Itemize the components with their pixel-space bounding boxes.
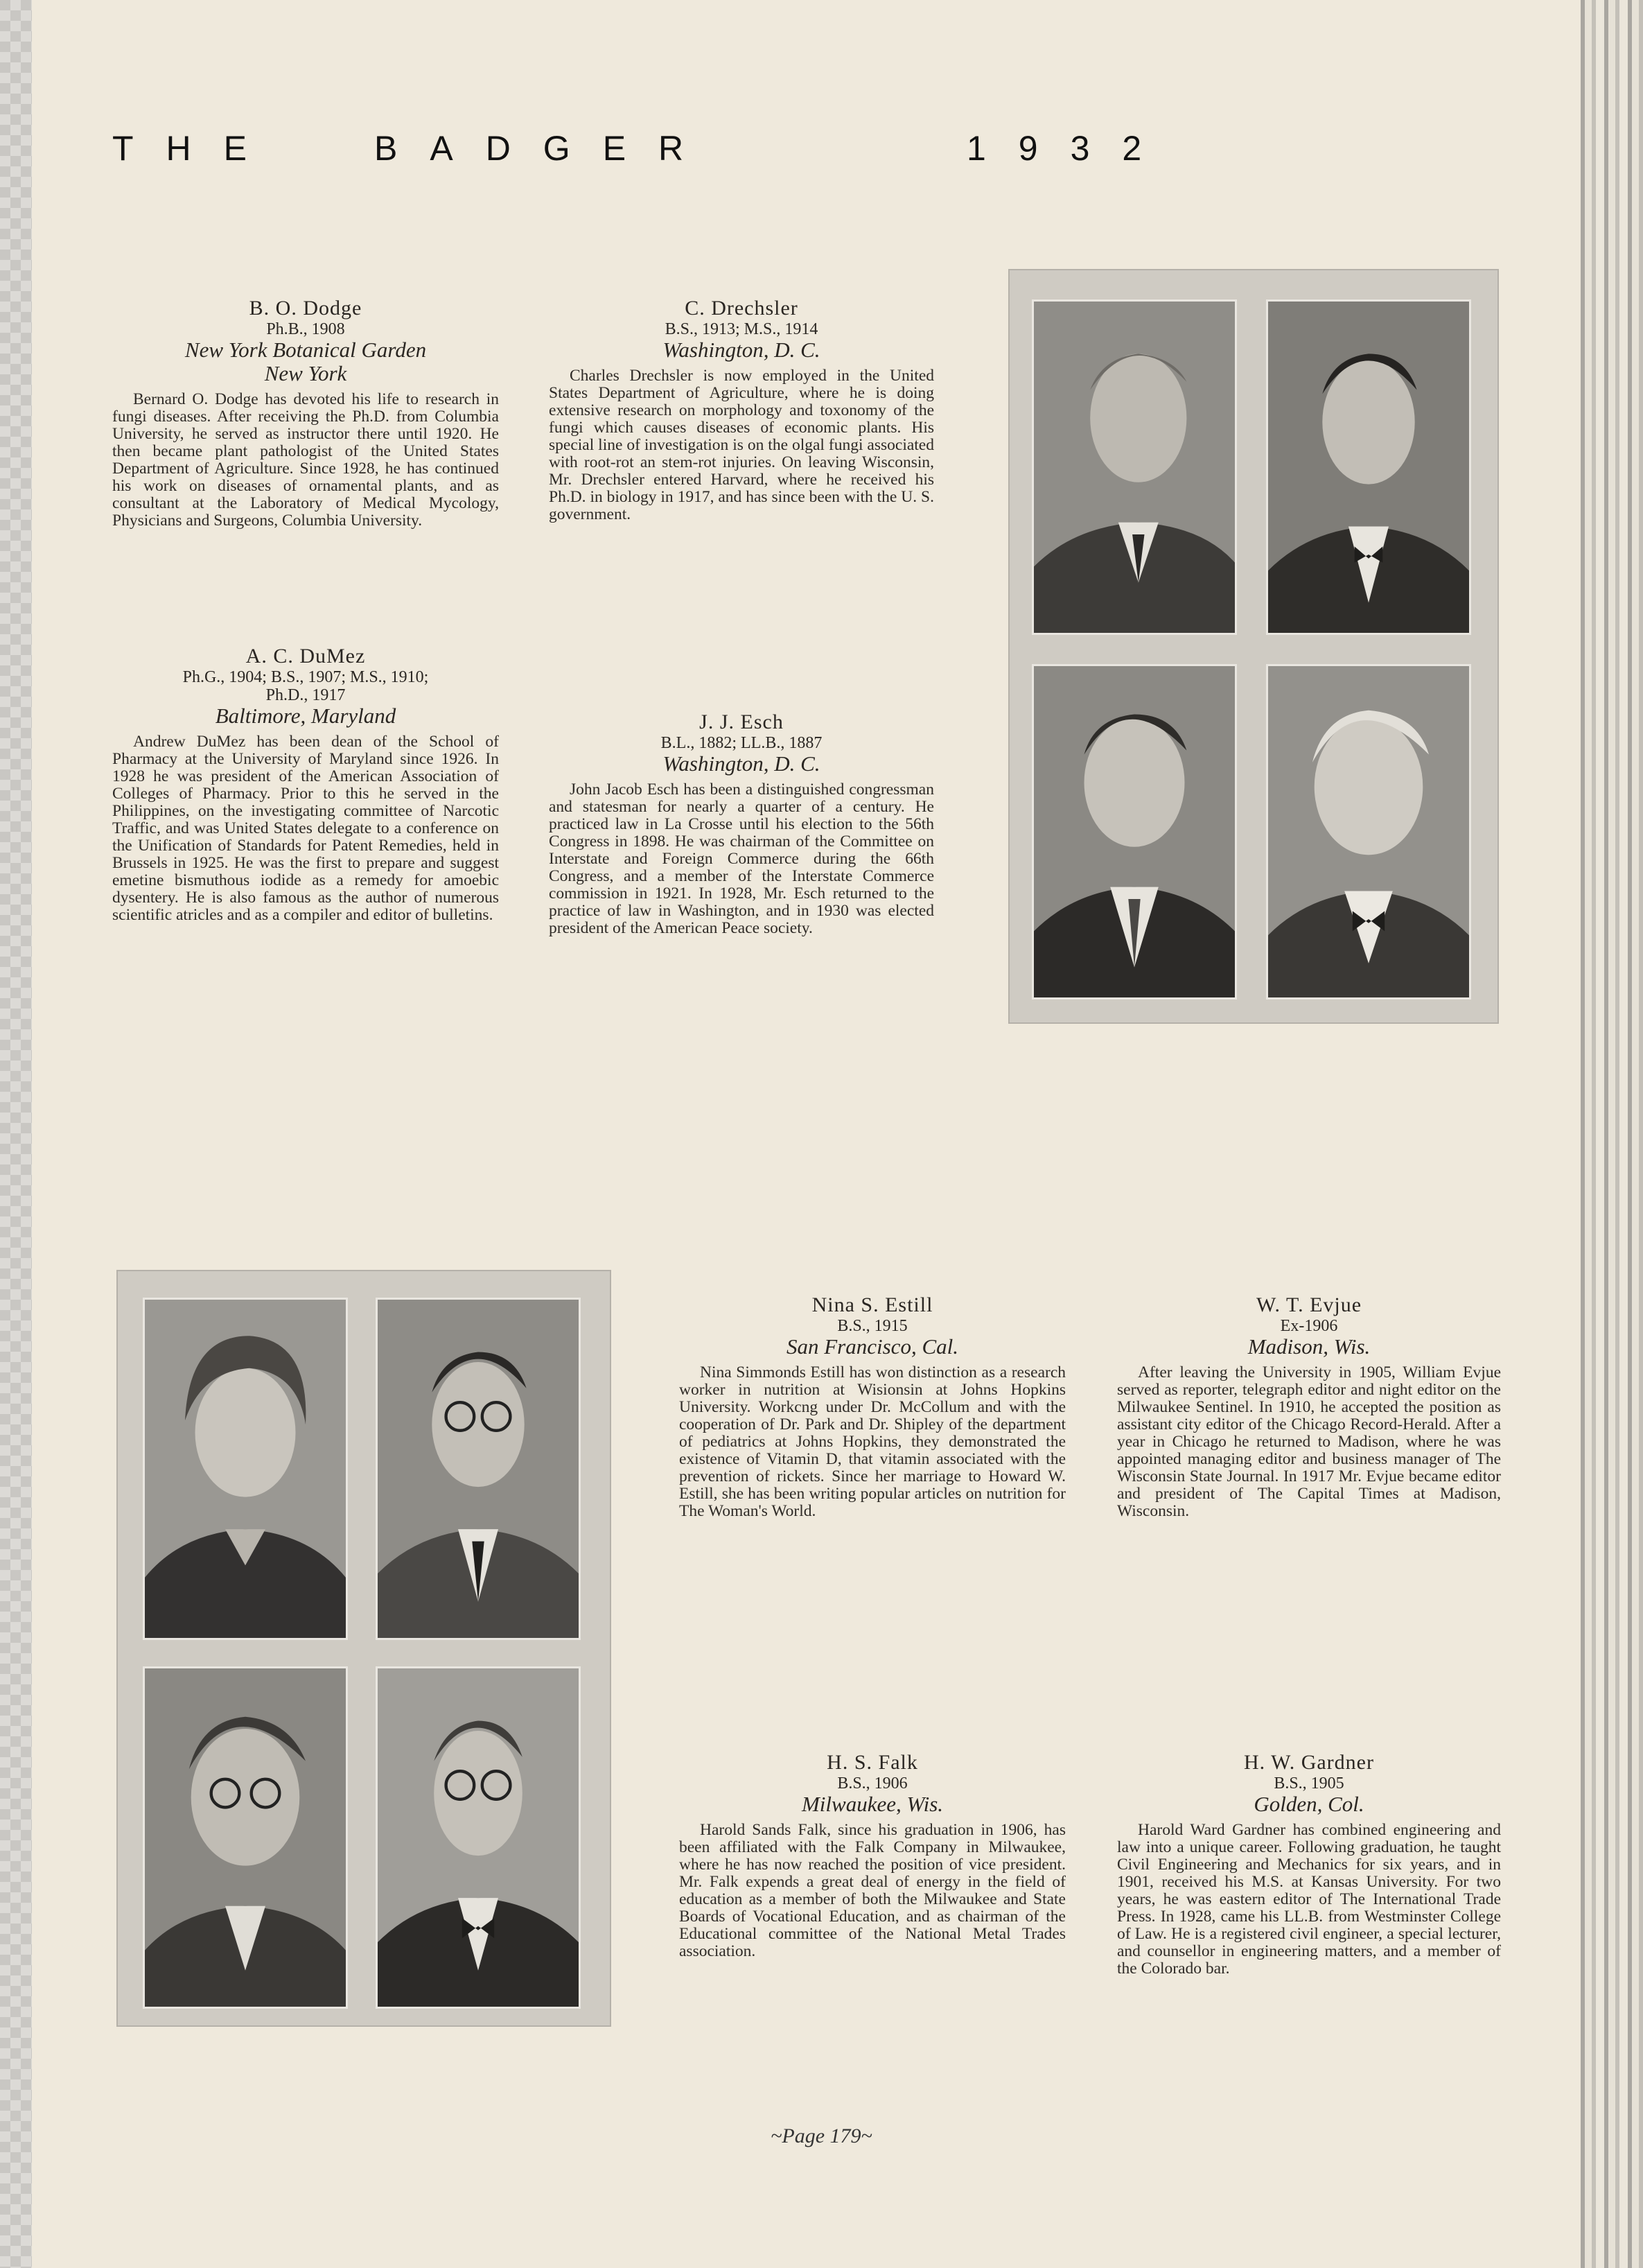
entry-degrees: B.S., 1915 <box>837 1317 908 1335</box>
entry-biography: Nina Simmonds Estill has won distinction as a research worker in nutrition at Wisionsin at Johns Hopkins University. Workcng under Dr. McCollum and with the cooperation of Dr. Park and Dr. Shipley of the department of pediatrics at Johns Hopkins, they demonstrated the existence of Vitamin D, that vitamin associated with the prevention of rickets. Since her marriage to Howard W. Estill, she has been writing popular articles on nutrition for The Woman's World. <box>679 1363 1066 1520</box>
header-title-badger: BADGER <box>374 129 717 168</box>
header-title-the: THE <box>112 129 279 168</box>
entry-degrees: Ph.G., 1904; B.S., 1907; M.S., 1910; <box>182 668 429 686</box>
entry-dumez <box>112 645 499 924</box>
man-portrait-icon <box>1268 302 1469 633</box>
entry-name: Nina S. Estill <box>811 1293 933 1316</box>
entry-biography: After leaving the University in 1905, William Evjue served as reporter, telegraph editor and night editor on the Milwaukee Sentinel. In 1910, he accepted the position as assistant city editor of the Chicago Record-Herald. After a year in Chicago he returned to Madison, where he was appointed managing editor and business manager of The Wisconsin State Journal. In 1917 Mr. Evjue became editor and president of The Capital Times at Madison, Wisconsin. <box>1117 1363 1501 1520</box>
entry-falk <box>679 1751 1066 1960</box>
entry-gardner <box>1117 1751 1501 1978</box>
entry-name: C. Drechsler <box>685 297 798 320</box>
portrait-photo <box>1266 299 1471 635</box>
entry-degrees: Ph.B., 1908 <box>266 320 345 338</box>
page-number: ~Page 179~ <box>771 2125 872 2147</box>
entry-degrees: Ex-1906 <box>1280 1317 1338 1335</box>
header-year: 1932 <box>967 129 1175 168</box>
entry-degrees: B.S., 1906 <box>837 1774 908 1792</box>
man-glasses-portrait-icon <box>378 1300 579 1638</box>
entry-location: Washington, D. C. <box>662 338 820 362</box>
entry-drechsler <box>549 297 934 523</box>
woman-portrait-icon <box>145 1300 346 1638</box>
right-decorative-stripes <box>1581 0 1643 2268</box>
man-portrait-icon <box>1034 302 1235 633</box>
portrait-photo <box>143 1666 348 2009</box>
man-glasses-portrait-icon <box>378 1668 579 2007</box>
entry-biography: Harold Ward Gardner has combined engineering and law into a unique career. Following graduation, he taught Civil Engineering and Mechanics for six years, and in 1901, received his M.S. at Kansas University. For two years, he was eastern editor of The International Trade Press. In 1928, came his LL.B. from Westminster College of Law. He is a registered civil engineer, a special lecturer, and counsellor in engineering matters, and a member of the Colorado bar. <box>1117 1821 1501 1978</box>
photo-block-top <box>1008 269 1499 1024</box>
entry-location: Baltimore, Maryland <box>215 704 396 728</box>
entry-degrees: B.L., 1882; LL.B., 1887 <box>660 734 823 752</box>
entry-biography: Andrew DuMez has been dean of the School of Pharmacy at the University of Maryland since 1926. In 1928 he was president of the American Association of Colleges of Pharmacy. Prior to this he served in the Philippines, on the investigating committee of Narcotic Traffic, and was United States delegate to a conference on the Unification of Standards for Patent Remedies, held in Brussels in 1925. He was the first to prepare and suggest emetine bismuthous iodide as a remedy for amoebic dysentery. He is also famous as the author of numerous scientific atricles and as a compiler and editor of bulletins. <box>112 733 499 924</box>
left-decorative-border <box>0 0 32 2268</box>
entry-location: Madison, Wis. <box>1247 1334 1371 1359</box>
entry-location: Milwaukee, Wis. <box>801 1792 944 1816</box>
entry-location: Washington, D. C. <box>662 751 820 776</box>
entry-location: New York <box>264 361 347 385</box>
portrait-photo <box>376 1666 581 2009</box>
portrait-photo <box>1032 664 1237 1000</box>
portrait-photo <box>1032 299 1237 635</box>
entry-biography: John Jacob Esch has been a distinguished congressman and statesman for nearly a quarter of a century. He practiced law in La Crosse until his election to the 56th Congress in 1898. He was chairman of the Committee on Interstate and Foreign Commerce during the 66th Congress, and a member of the Interstate Commerce commission in 1921. In 1928, Mr. Esch returned to the practice of law in Washington, and in 1930 was elected president of the American Peace society. <box>549 780 934 937</box>
entry-evjue <box>1117 1293 1501 1520</box>
entry-degrees: B.S., 1905 <box>1274 1774 1344 1792</box>
man-glasses-portrait-icon <box>145 1668 346 2007</box>
entry-biography: Charles Drechsler is now employed in the United States Department of Agriculture, where he is doing extensive research on morphology and toxonomy of the fungi which causes diseases of economic plants. His special line of investigation is on the olgal fungi associated with root-rot an stem-rot injuries. On leaving Wisconsin, Mr. Drechsler entered Harvard, where he received his Ph.D. in biology in 1917, and has since been with the U. S. government. <box>549 367 934 523</box>
portrait-photo <box>376 1298 581 1640</box>
entry-esch <box>549 710 934 937</box>
entry-location: San Francisco, Cal. <box>787 1334 958 1359</box>
portrait-photo <box>143 1298 348 1640</box>
entry-dodge <box>112 297 499 530</box>
man-portrait-icon <box>1034 666 1235 997</box>
man-portrait-icon <box>1268 666 1469 997</box>
entry-location: Golden, Col. <box>1254 1792 1364 1816</box>
entry-name: B. O. Dodge <box>249 297 362 320</box>
portrait-photo <box>1266 664 1471 1000</box>
entry-name: J. J. Esch <box>699 710 784 733</box>
entry-estill <box>679 1293 1066 1520</box>
entry-location: New York Botanical Garden <box>184 338 427 362</box>
entry-biography: Harold Sands Falk, since his graduation in 1906, has been affiliated with the Falk Company in Milwaukee, where he has now reached the position of vice president. Mr. Falk expends a great deal of energy in the field of education as a member of both the Milwaukee and State Boards of Vocational Education, and as chairman of the Educational committee of the National Metal Trades association. <box>679 1821 1066 1960</box>
entry-name: A. C. DuMez <box>245 645 366 668</box>
entry-name: H. S. Falk <box>827 1751 918 1774</box>
entry-name: H. W. Gardner <box>1244 1751 1374 1774</box>
photo-block-bottom <box>116 1270 611 2027</box>
entry-degrees: Ph.D., 1917 <box>265 686 346 704</box>
entry-name: W. T. Evjue <box>1256 1293 1362 1316</box>
entry-biography: Bernard O. Dodge has devoted his life to research in fungi diseases. After receiving the Ph.D. from Columbia University, he served as instructor there until 1920. He then became plant pathologist of the United States Department of Agriculture. Since 1928, he has continued his work on diseases of ornamental plants, and as consultant at the Laboratory of Medical Mycology, Physicians and Surgeons, Columbia University. <box>112 390 499 530</box>
entry-degrees: B.S., 1913; M.S., 1914 <box>665 320 818 338</box>
